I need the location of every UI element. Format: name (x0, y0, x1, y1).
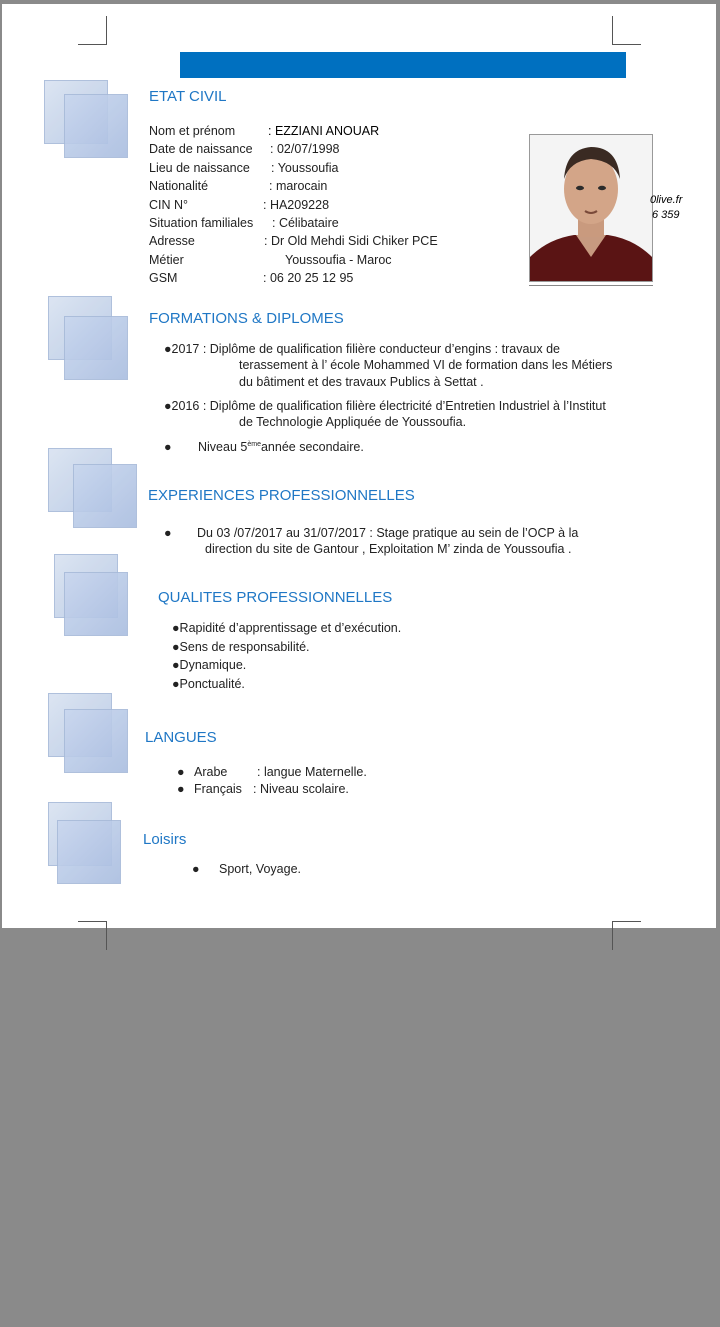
formation-niveau-text: Niveau 5 (198, 440, 248, 454)
section-heading-formations: FORMATIONS & DIPLOMES (149, 310, 344, 327)
langue-level: : Niveau scolaire. (253, 782, 349, 796)
section-decoration-square (57, 820, 121, 884)
langue-bullet: ● (177, 782, 185, 796)
section-heading-experiences: EXPERIENCES PROFESSIONNELLES (148, 487, 415, 504)
section-decoration-square (64, 94, 128, 158)
value-gsm: : 06 20 25 12 95 (263, 271, 354, 285)
formation-niveau-bullet: ● (164, 440, 172, 454)
experience-line2: direction du site de Gantour , Exploitation M’ zinda de Youssoufia . (205, 542, 572, 556)
section-heading-langues: LANGUES (145, 729, 217, 746)
label-lieu-naissance: Lieu de naissance (149, 161, 250, 175)
experience-line1: Du 03 /07/2017 au 31/07/2017 : Stage pratique au sein de l’OCP à la (197, 526, 579, 540)
qualite-item: ●Sens de responsabilité. (172, 640, 310, 654)
value-nom: : EZZIANI ANOUAR (268, 124, 380, 138)
langue-level: : langue Maternelle. (257, 765, 367, 779)
label-gsm: GSM (149, 271, 178, 285)
loisirs-text: Sport, Voyage. (219, 862, 302, 876)
crop-mark-top-right (612, 16, 641, 45)
value-date-naissance: : 02/07/1998 (270, 142, 340, 156)
label-nationalite: Nationalité (149, 179, 209, 193)
value-metier: Youssoufia - Maroc (285, 253, 392, 267)
section-decoration-square (64, 572, 128, 636)
side-text-fragment: 6 359 (652, 209, 680, 221)
formation-2016-line2: de Technologie Appliquée de Youssoufia. (239, 415, 467, 429)
label-situation: Situation familiales (149, 216, 254, 230)
crop-mark-bottom-left (78, 921, 107, 950)
section-decoration-square (64, 709, 128, 773)
formation-2016-line1: ●2016 : Diplôme de qualification filière électricité d’Entretien Industriel à l’Institut (164, 399, 606, 413)
formation-niveau-suffix: année secondaire. (260, 440, 364, 454)
profile-photo (529, 134, 653, 282)
crop-mark-bottom-right (612, 921, 641, 950)
formation-niveau-sup: ème (247, 440, 261, 448)
cv-page (2, 4, 716, 928)
formation-niveau (198, 440, 364, 454)
formation-2017-line2: terassement à l’ école Mohammed VI de formation dans les Métiers (239, 358, 613, 372)
value-cin: : HA209228 (263, 198, 330, 212)
side-text-fragment: 0live.fr (650, 194, 683, 206)
header-accent-bar (180, 52, 626, 78)
crop-mark-top-left (78, 16, 107, 45)
langue-name: Arabe (194, 765, 228, 779)
photo-divider (529, 285, 653, 286)
label-nom: Nom et prénom (149, 124, 236, 138)
section-decoration-square (64, 316, 128, 380)
section-heading-etat-civil: ETAT CIVIL (149, 88, 227, 105)
profile-photo-illustration (530, 135, 652, 281)
loisirs-bullet: ● (192, 862, 200, 876)
value-adresse: : Dr Old Mehdi Sidi Chiker PCE (264, 234, 438, 248)
label-cin: CIN N° (149, 198, 189, 212)
label-date-naissance: Date de naissance (149, 142, 253, 156)
langue-name: Français (194, 782, 242, 796)
formation-2017-line1: ●2017 : Diplôme de qualification filière conducteur d’engins : travaux de (164, 342, 560, 356)
qualite-item: ●Rapidité d’apprentissage et d’exécution. (172, 621, 402, 635)
value-nationalite: : marocain (269, 179, 328, 193)
section-decoration-square (73, 464, 137, 528)
section-heading-qualites: QUALITES PROFESSIONNELLES (158, 589, 393, 606)
label-metier: Métier (149, 253, 184, 267)
experience-bullet: ● (164, 526, 172, 540)
langue-bullet: ● (177, 765, 185, 779)
qualite-item: ●Dynamique. (172, 658, 247, 672)
label-adresse: Adresse (149, 234, 195, 248)
qualite-item: ●Ponctualité. (172, 677, 245, 691)
formation-2017-line3: du bâtiment et des travaux Publics à Settat . (239, 375, 484, 389)
section-heading-loisirs: Loisirs (143, 831, 187, 848)
value-lieu-naissance: : Youssoufia (271, 161, 339, 175)
value-situation: : Célibataire (272, 216, 339, 230)
